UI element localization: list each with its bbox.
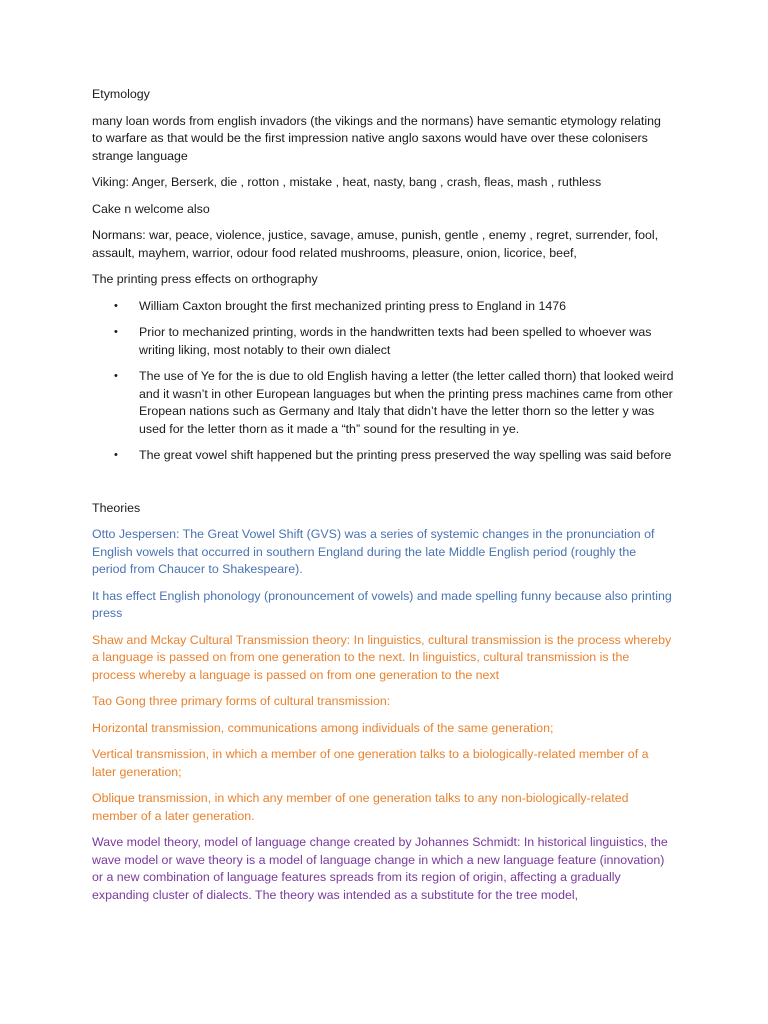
- bullet-icon: •: [114, 449, 118, 461]
- list-item-text: The use of Ye for the is due to old English having a letter (the letter called thorn) that looked weird and it wasn’t in other European languages but when the printing press machines came from other Eropean nations such as Germany and Italy that didn’t have the letter thorn so the letter y was used for the letter thorn as it made a “th” sound for the resulting in ye.: [139, 369, 674, 436]
- document-page: [92, 86, 674, 913]
- list-item: [92, 368, 674, 438]
- heading-etymology: Etymology: [92, 87, 150, 101]
- heading-printing-press: The printing press effects on orthography: [92, 272, 318, 286]
- paragraph-loan-words: many loan words from english invadors (the vikings and the normans) have semantic etymology relating to warfare as that would be the first impression native anglo saxons would have over these colonisers strange language: [92, 113, 661, 163]
- bullet-icon: •: [114, 326, 118, 338]
- heading-theories: Theories: [92, 500, 141, 515]
- bullet-icon: •: [114, 299, 118, 312]
- bullet-list: [92, 298, 674, 465]
- paragraph-phonology: It has effect English phonology (pronouncement of vowels) and made spelling funny because also printing press: [92, 588, 672, 620]
- list-item: [92, 324, 674, 359]
- list-item-text: The great vowel shift happened but the printing press preserved the way spelling was said before: [139, 448, 672, 462]
- paragraph-jespersen: Otto Jespersen: The Great Vowel Shift (GVS) was a series of systemic changes in the pronunciation of English vowels that occurred in southern England during the late Middle English period (roughly the period from Chaucer to Shakespeare).: [92, 527, 655, 576]
- paragraph-viking: Viking: Anger, Berserk, die , rotton , mistake , heat, nasty, bang , crash, fleas, mash , ruthless: [92, 175, 602, 189]
- bullet-icon: •: [114, 370, 118, 382]
- spacer: [92, 474, 674, 500]
- paragraph-oblique: Oblique transmission, in which any member of one generation talks to any non-biologically-related member of a later generation.: [92, 791, 629, 823]
- paragraph-horizontal: Horizontal transmission, communications among individuals of the same generation;: [92, 720, 554, 735]
- paragraph-wave-model: Wave model theory, model of language change created by Johannes Schmidt: In historical linguistics, the wave model or wave theory is a model of language change in which a new language feature (innovation) or a new combination of language features spreads from its region of origin, affecting a gradually expanding cluster of dialects. The theory was intended as a substitute for the tree model,: [92, 835, 668, 902]
- list-item-text: Prior to mechanized printing, words in the handwritten texts had been spelled to whoever was writing liking, most notably to their own dialect: [139, 325, 652, 357]
- paragraph-tao-gong: Tao Gong three primary forms of cultural transmission:: [92, 694, 391, 708]
- list-item: [92, 447, 674, 465]
- paragraph-cake: Cake n welcome also: [92, 201, 210, 216]
- paragraph-vertical: Vertical transmission, in which a member of one generation talks to a biologically-related member of a later generation;: [92, 747, 649, 779]
- list-item-text: William Caxton brought the first mechanized printing press to England in 1476: [139, 298, 567, 313]
- list-item: [92, 298, 674, 316]
- paragraph-normans: Normans: war, peace, violence, justice, savage, amuse, punish, gentle , enemy , regret, surrender, fool, assault, mayhem, warrior, odour food related mushrooms, pleasure, onion, licorice, beef,: [92, 228, 659, 260]
- paragraph-shaw-mckay: Shaw and Mckay Cultural Transmission theory: In linguistics, cultural transmission is the process whereby a language is passed on from one generation to the next. In linguistics, cultural transmission is the process whereby a language is passed on from one generation to the next: [92, 632, 672, 682]
